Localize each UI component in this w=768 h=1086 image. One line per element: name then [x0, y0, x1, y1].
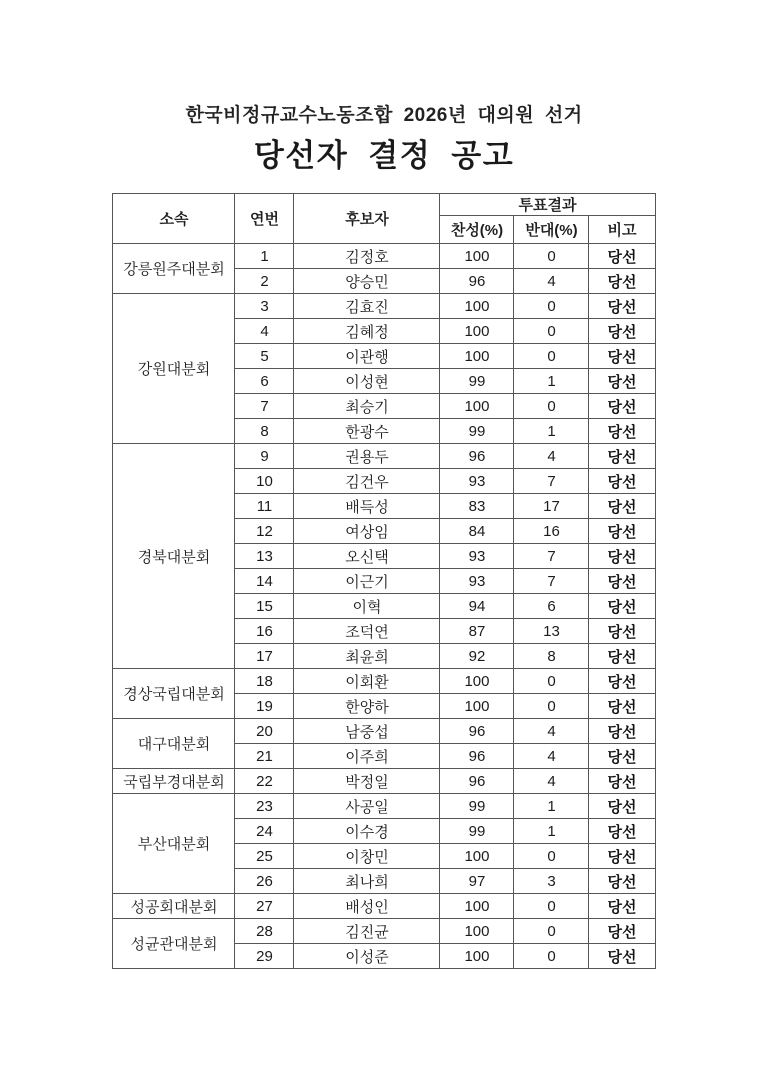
remark-cell: 당선 — [589, 694, 655, 719]
candidate-cell: 최나희 — [294, 869, 440, 894]
results-table-body — [113, 244, 655, 969]
remark-cell: 당선 — [589, 594, 655, 619]
number-cell: 14 — [235, 569, 294, 594]
remark-cell: 당선 — [589, 644, 655, 669]
table-row — [113, 794, 655, 819]
candidate-cell: 이관행 — [294, 344, 440, 369]
approve-percent-cell: 97 — [440, 869, 514, 894]
number-cell: 11 — [235, 494, 294, 519]
oppose-percent-cell: 1 — [514, 419, 589, 444]
candidate-cell: 한양하 — [294, 694, 440, 719]
candidate-cell: 배득성 — [294, 494, 440, 519]
table-row — [113, 719, 655, 744]
oppose-percent-cell: 0 — [514, 669, 589, 694]
approve-percent-cell: 96 — [440, 769, 514, 794]
approve-percent-cell: 99 — [440, 369, 514, 394]
approve-percent-cell: 100 — [440, 944, 514, 969]
number-cell: 3 — [235, 294, 294, 319]
number-cell: 15 — [235, 594, 294, 619]
approve-percent-cell: 100 — [440, 844, 514, 869]
remark-cell: 당선 — [589, 794, 655, 819]
election-subtitle: 한국비정규교수노동조합 2026년 대의원 선거 — [185, 105, 583, 126]
candidate-cell: 이성현 — [294, 369, 440, 394]
oppose-percent-cell: 7 — [514, 469, 589, 494]
candidate-cell: 김건우 — [294, 469, 440, 494]
approve-percent-cell: 84 — [440, 519, 514, 544]
remark-cell: 당선 — [589, 319, 655, 344]
number-cell: 4 — [235, 319, 294, 344]
candidate-cell: 사공일 — [294, 794, 440, 819]
affiliation-cell: 부산대분회 — [113, 794, 235, 894]
column-header-affiliation: 소속 — [113, 194, 235, 244]
remark-cell: 당선 — [589, 369, 655, 394]
approve-percent-cell: 96 — [440, 269, 514, 294]
number-cell: 7 — [235, 394, 294, 419]
affiliation-cell: 강원대분회 — [113, 294, 235, 444]
approve-percent-cell: 94 — [440, 594, 514, 619]
candidate-cell: 양승민 — [294, 269, 440, 294]
oppose-percent-cell: 17 — [514, 494, 589, 519]
approve-percent-cell: 96 — [440, 719, 514, 744]
approve-percent-cell: 93 — [440, 469, 514, 494]
approve-percent-cell: 99 — [440, 794, 514, 819]
number-cell: 23 — [235, 794, 294, 819]
affiliation-cell: 성균관대분회 — [113, 919, 235, 969]
oppose-percent-cell: 0 — [514, 294, 589, 319]
approve-percent-cell: 96 — [440, 444, 514, 469]
remark-cell: 당선 — [589, 894, 655, 919]
approve-percent-cell: 100 — [440, 319, 514, 344]
oppose-percent-cell: 0 — [514, 244, 589, 269]
oppose-percent-cell: 7 — [514, 569, 589, 594]
number-cell: 25 — [235, 844, 294, 869]
candidate-cell: 이성준 — [294, 944, 440, 969]
candidate-cell: 김진균 — [294, 919, 440, 944]
approve-percent-cell: 100 — [440, 294, 514, 319]
approve-percent-cell: 83 — [440, 494, 514, 519]
candidate-cell: 남중섭 — [294, 719, 440, 744]
oppose-percent-cell: 4 — [514, 744, 589, 769]
election-results-table — [112, 193, 655, 969]
number-cell: 21 — [235, 744, 294, 769]
oppose-percent-cell: 0 — [514, 944, 589, 969]
table-row — [113, 894, 655, 919]
table-row — [113, 294, 655, 319]
number-cell: 13 — [235, 544, 294, 569]
candidate-cell: 이회환 — [294, 669, 440, 694]
candidate-cell: 여상임 — [294, 519, 440, 544]
remark-cell: 당선 — [589, 519, 655, 544]
remark-cell: 당선 — [589, 944, 655, 969]
approve-percent-cell: 93 — [440, 544, 514, 569]
number-cell: 2 — [235, 269, 294, 294]
number-cell: 16 — [235, 619, 294, 644]
oppose-percent-cell: 0 — [514, 894, 589, 919]
header-row-top — [113, 194, 655, 216]
table-row — [113, 444, 655, 469]
column-header-number: 연번 — [235, 194, 294, 244]
remark-cell: 당선 — [589, 919, 655, 944]
remark-cell: 당선 — [589, 344, 655, 369]
oppose-percent-cell: 4 — [514, 769, 589, 794]
number-cell: 12 — [235, 519, 294, 544]
table-row — [113, 769, 655, 794]
candidate-cell: 한광수 — [294, 419, 440, 444]
page-title: 당선자 결정 공고 — [253, 138, 515, 173]
oppose-percent-cell: 4 — [514, 719, 589, 744]
oppose-percent-cell: 3 — [514, 869, 589, 894]
candidate-cell: 이근기 — [294, 569, 440, 594]
remark-cell: 당선 — [589, 769, 655, 794]
candidate-cell: 박정일 — [294, 769, 440, 794]
approve-percent-cell: 93 — [440, 569, 514, 594]
remark-cell: 당선 — [589, 569, 655, 594]
affiliation-cell: 경상국립대분회 — [113, 669, 235, 719]
remark-cell: 당선 — [589, 269, 655, 294]
table-row — [113, 244, 655, 269]
column-header-remark: 비고 — [589, 216, 655, 244]
remark-cell: 당선 — [589, 619, 655, 644]
oppose-percent-cell: 1 — [514, 819, 589, 844]
column-header-approve: 찬성(%) — [440, 216, 514, 244]
remark-cell: 당선 — [589, 869, 655, 894]
oppose-percent-cell: 4 — [514, 269, 589, 294]
remark-cell: 당선 — [589, 719, 655, 744]
number-cell: 5 — [235, 344, 294, 369]
number-cell: 29 — [235, 944, 294, 969]
remark-cell: 당선 — [589, 394, 655, 419]
number-cell: 18 — [235, 669, 294, 694]
oppose-percent-cell: 0 — [514, 844, 589, 869]
remark-cell: 당선 — [589, 244, 655, 269]
oppose-percent-cell: 0 — [514, 694, 589, 719]
number-cell: 24 — [235, 819, 294, 844]
approve-percent-cell: 96 — [440, 744, 514, 769]
number-cell: 6 — [235, 369, 294, 394]
candidate-cell: 배성인 — [294, 894, 440, 919]
candidate-cell: 김정호 — [294, 244, 440, 269]
number-cell: 27 — [235, 894, 294, 919]
oppose-percent-cell: 16 — [514, 519, 589, 544]
affiliation-cell: 국립부경대분회 — [113, 769, 235, 794]
oppose-percent-cell: 8 — [514, 644, 589, 669]
approve-percent-cell: 100 — [440, 244, 514, 269]
remark-cell: 당선 — [589, 294, 655, 319]
approve-percent-cell: 100 — [440, 344, 514, 369]
oppose-percent-cell: 0 — [514, 344, 589, 369]
candidate-cell: 이창민 — [294, 844, 440, 869]
column-header-oppose: 반대(%) — [514, 216, 589, 244]
remark-cell: 당선 — [589, 469, 655, 494]
affiliation-cell: 대구대분회 — [113, 719, 235, 769]
approve-percent-cell: 100 — [440, 394, 514, 419]
number-cell: 9 — [235, 444, 294, 469]
table-row — [113, 919, 655, 944]
candidate-cell: 이혁 — [294, 594, 440, 619]
candidate-cell: 이수경 — [294, 819, 440, 844]
oppose-percent-cell: 1 — [514, 794, 589, 819]
oppose-percent-cell: 0 — [514, 394, 589, 419]
number-cell: 8 — [235, 419, 294, 444]
oppose-percent-cell: 6 — [514, 594, 589, 619]
number-cell: 1 — [235, 244, 294, 269]
remark-cell: 당선 — [589, 669, 655, 694]
oppose-percent-cell: 13 — [514, 619, 589, 644]
document-header — [0, 0, 768, 175]
affiliation-cell: 성공회대분회 — [113, 894, 235, 919]
candidate-cell: 이주희 — [294, 744, 440, 769]
candidate-cell: 김효진 — [294, 294, 440, 319]
remark-cell: 당선 — [589, 494, 655, 519]
number-cell: 10 — [235, 469, 294, 494]
affiliation-cell: 강릉원주대분회 — [113, 244, 235, 294]
oppose-percent-cell: 0 — [514, 319, 589, 344]
candidate-cell: 김혜정 — [294, 319, 440, 344]
number-cell: 19 — [235, 694, 294, 719]
candidate-cell: 오신택 — [294, 544, 440, 569]
oppose-percent-cell: 4 — [514, 444, 589, 469]
column-header-candidate: 후보자 — [294, 194, 440, 244]
number-cell: 20 — [235, 719, 294, 744]
remark-cell: 당선 — [589, 819, 655, 844]
oppose-percent-cell: 7 — [514, 544, 589, 569]
approve-percent-cell: 100 — [440, 894, 514, 919]
candidate-cell: 최윤희 — [294, 644, 440, 669]
approve-percent-cell: 99 — [440, 419, 514, 444]
column-header-vote-result: 투표결과 — [440, 194, 655, 216]
approve-percent-cell: 99 — [440, 819, 514, 844]
candidate-cell: 조덕연 — [294, 619, 440, 644]
affiliation-cell: 경북대분회 — [113, 444, 235, 669]
number-cell: 28 — [235, 919, 294, 944]
approve-percent-cell: 100 — [440, 919, 514, 944]
number-cell: 22 — [235, 769, 294, 794]
oppose-percent-cell: 1 — [514, 369, 589, 394]
approve-percent-cell: 87 — [440, 619, 514, 644]
remark-cell: 당선 — [589, 419, 655, 444]
approve-percent-cell: 100 — [440, 669, 514, 694]
number-cell: 26 — [235, 869, 294, 894]
results-table-head — [113, 194, 655, 244]
number-cell: 17 — [235, 644, 294, 669]
table-row — [113, 669, 655, 694]
remark-cell: 당선 — [589, 544, 655, 569]
candidate-cell: 권용두 — [294, 444, 440, 469]
candidate-cell: 최승기 — [294, 394, 440, 419]
remark-cell: 당선 — [589, 844, 655, 869]
remark-cell: 당선 — [589, 744, 655, 769]
remark-cell: 당선 — [589, 444, 655, 469]
approve-percent-cell: 92 — [440, 644, 514, 669]
approve-percent-cell: 100 — [440, 694, 514, 719]
oppose-percent-cell: 0 — [514, 919, 589, 944]
